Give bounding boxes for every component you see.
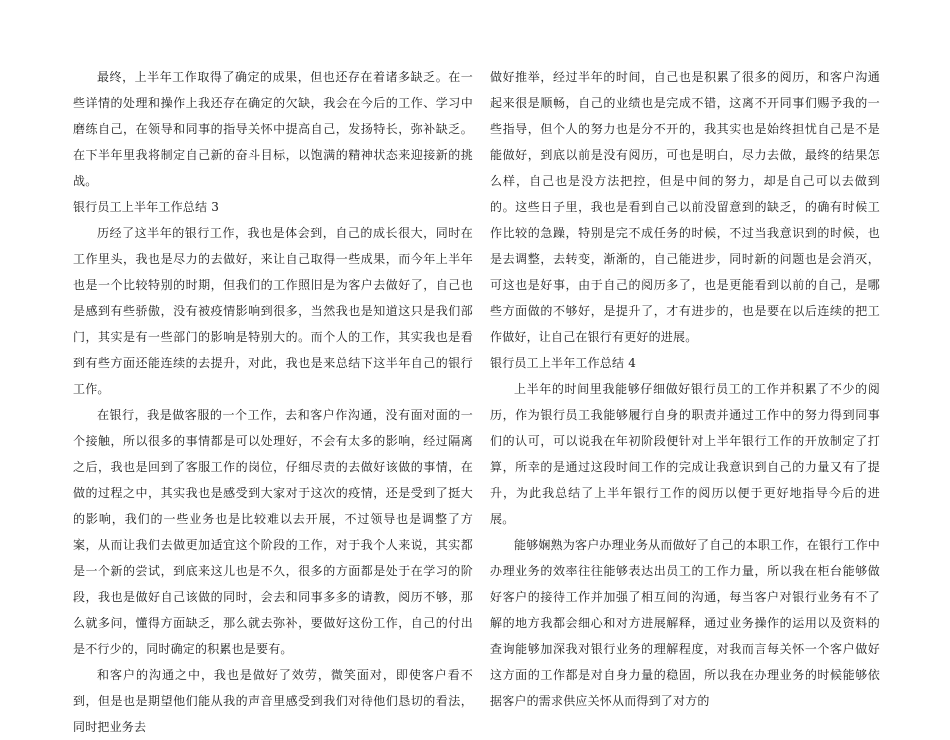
paragraph-intro-4: 上半年的时间里我能够仔细做好银行员工的工作并积累了不少的阅历，作为银行员工我能够履行自身的职责并通过工作中的努力得到同事们的认可，可以说我在年初阶段便针对上半年银行工作的开放制定了打算，所幸的是通过这段时间工作的完成让我意识到自己的力量又有了提升，为此我总结了上半年银行工作的阅历以便于更好地指导今后的进展。 xyxy=(490,382,880,526)
left-column xyxy=(73,64,473,740)
paragraph-intro-3: 历经了这半年的银行工作，我也是体会到，自己的成长很大，同时在工作里头，我也是尽力的去做好，来让自己取得一些成果，而今年上半年也是一个比较特别的时期，但我们的工作照旧是为客户去做好了，自己也是感到有些骄傲，没有被疫情影响到很多，当然我也是知道这只是我们部门，其实是有一些部门的影响是特别大的。而个人的工作，其实我也是看到有些方面还能连续的去提升，对此，我也是来总结下这半年自己的银行工作。 xyxy=(73,226,473,396)
paragraph-continuation: 做好推举，经过半年的时间，自己也是积累了很多的阅历，和客户沟通起来很是顺畅，自己的业绩也是完成不错，这离不开同事们赐予我的一些指导，但个人的努力也是分不开的，我其实也是始终担忧自己是不是能做好，到底以前是没有阅历，可也是明白，尽力去做，最终的结果怎么样，自己也是没方法把控，但是中间的努力，却是自己可以去做到的。这些日子里，我也是看到自己以前没留意到的缺乏，的确有时候工作比较的急躁，特别是完不成任务的时候，不过当我意识到的时候，也是去调整，去转变，渐渐的，自己能进步，同时新的问题也是会消灭，可这也是好事，由于自己的阅历多了，也是更能看到以前的自己，是哪些方面做的不够好，是提升了，才有进步的，也是要在以后连续的把工作做好，让自己在银行有更好的进展。 xyxy=(490,70,880,344)
section-heading-3: 银行员工上半年工作总结 3 xyxy=(73,200,220,214)
paragraph-business-handling: 能够娴熟为客户办理业务从而做好了自己的本职工作，在银行工作中办理业务的效率往往能够表达出员工的工作力量，所以我在柜台能够做好客户的接待工作并加强了相互间的沟通，每当客户对银行业务有不了解的地方我都会细心和对方进展解释，通过业务操作的运用以及资料的查询能够加深我对银行业务的理解程度，对我而言每关怀一个客户做好这方面的工作都是对自身力量的稳固，所以我在办理业务的时候能够依据客户的需求供应关怀从而得到了对方的 xyxy=(490,538,881,708)
paragraph-conclusion: 最终，上半年工作取得了确定的成果，但也还存在着诸多缺乏。在一些详情的处理和操作上我还存在确定的欠缺，我会在今后的工作、学习中磨练自己，在领导和同事的指导关怀中提高自己，发扬特长，弥补缺乏。在下半年里我将制定自己新的奋斗目标，以饱满的精神状态来迎接新的挑战。 xyxy=(73,70,473,188)
right-column xyxy=(490,64,880,714)
paragraph-communication: 和客户的沟通之中，我也是做好了效劳，微笑面对，即使客户看不到，但是也是期望他们能从我的声音里感受到我们对待他们恳切的看法，同时把业务去 xyxy=(73,668,473,734)
paragraph-customer-service: 在银行，我是做客服的一个工作，去和客户作沟通，没有面对面的一个接触，所以很多的事情都是可以处理好，不会有太多的影响，经过隔离之后，我也是回到了客服工作的岗位，仔细尽责的去做好该做的事情，在做的过程之中，其实我也是感受到大家对于这次的疫情，还是受到了挺大的影响，我们的一些业务也是比较难以去开展，不过领导也是调整了方案，从而让我们去做更加适宜这个阶段的工作，对于我个人来说，其实都是一个新的尝试，到底来这儿也是不久，很多的方面都是处于在学习的阶段，我也是做好自己该做的同时，会去和同事多多的请教，阅历不够，那么就多问，懂得方面缺乏，那么就去弥补，要做好这份工作，自己的付出是不行少的，同时确定的积累也是要有。 xyxy=(73,408,473,656)
section-heading-4: 银行员工上半年工作总结 4 xyxy=(490,356,637,370)
